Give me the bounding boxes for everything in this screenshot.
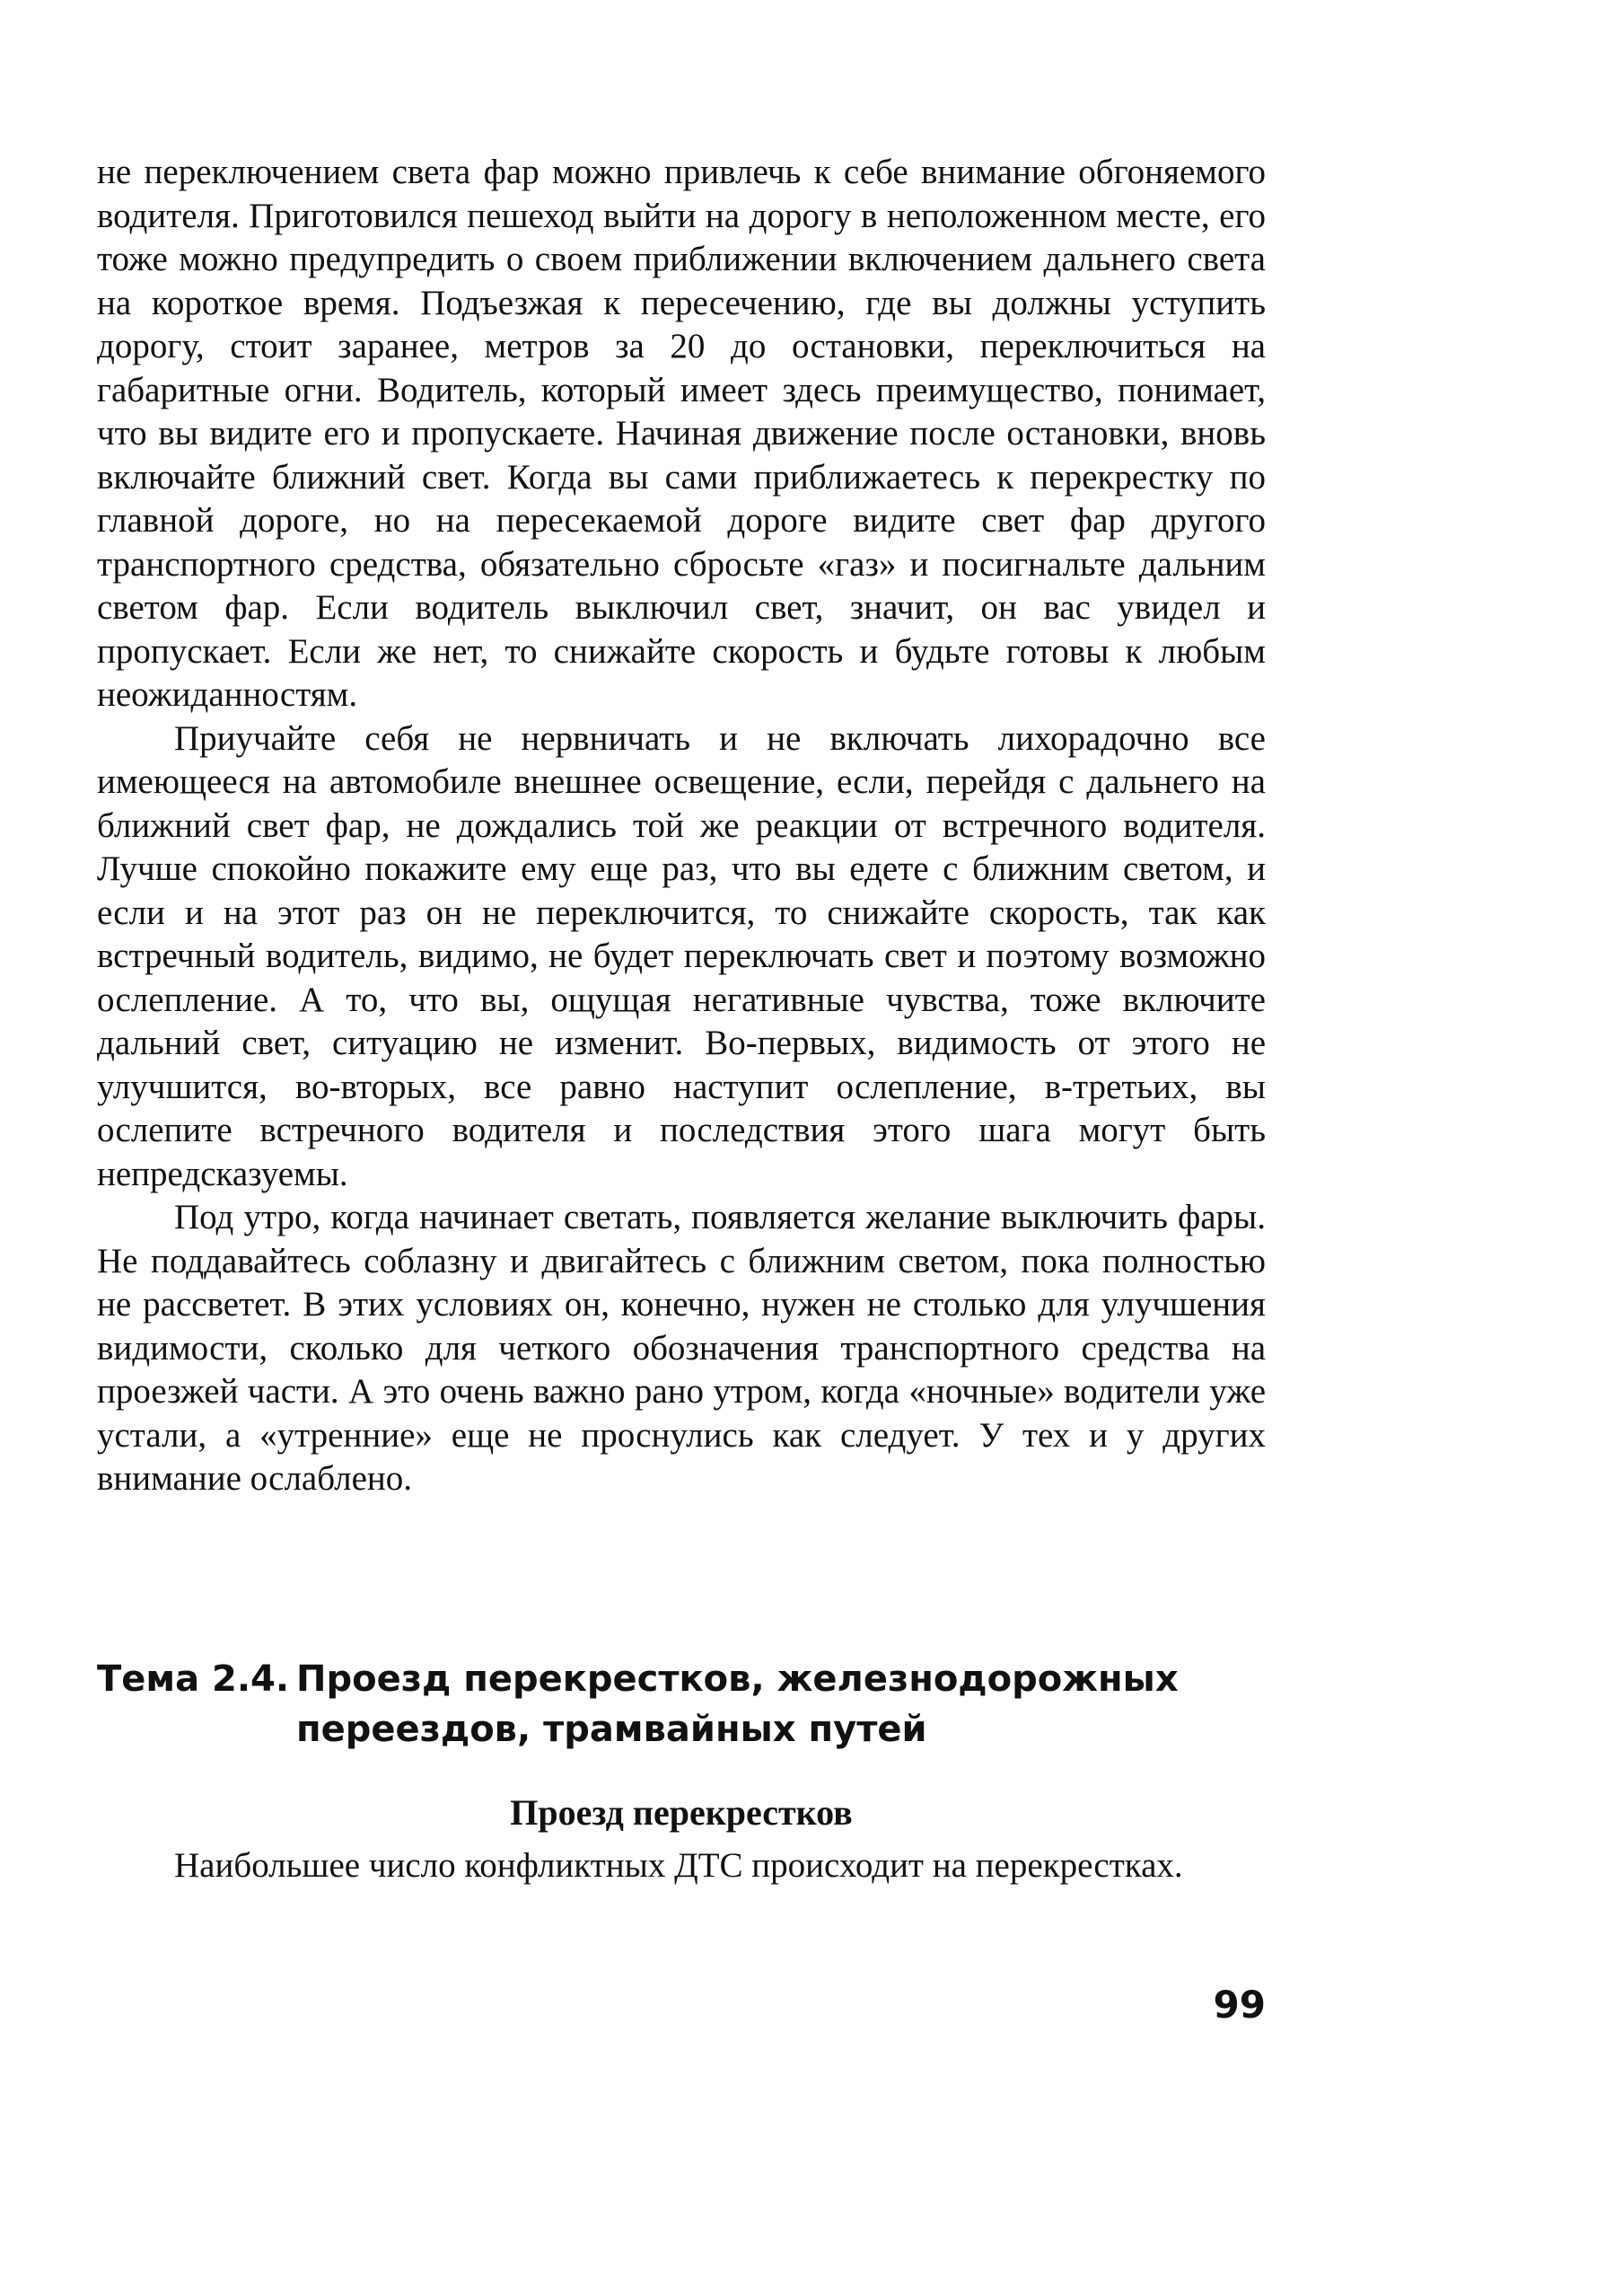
page-number: 99: [1213, 1983, 1266, 2027]
paragraph: Приучайте себя не нервничать и не включать лихорадочно все имеющееся на автомобиле внешнее освещение, если, перейдя с дальнего на ближний свет фар, не дождались той же реакции от встречного водителя. Лучше спокойно покажите ему еще раз, что вы едете с ближним светом, и если и на этот раз он не переключится, то снижайте скорость, так как встречный водитель, видимо, не будет переключать свет и поэтому возможно ослепление. А то, что вы, ощущая негативные чувства, тоже включите дальний свет, ситуацию не изменит. Во-первых, видимость от этого не улучшится, во-вторых, все равно наступит ослепление, в-третьих, вы ослепите встречного водителя и последствия этого шага могут быть непредсказуемы.: [97, 718, 1266, 1193]
section-text: [97, 1844, 1266, 1888]
paragraph-continuation: не переключением света фар можно привлечь к себе внимание обгоняемого водителя. Приготовился пешеход выйти на дорогу в неположенном месте, его тоже можно предупредить о своем приближении включением дальнего света на короткое время. Подъезжая к пересечению, где вы должны уступить дорогу, стоит заранее, метров за 20 до остановки, переключиться на габаритные огни. Водитель, который имеет здесь преимущество, понимает, что вы видите его и пропускаете. Начиная движение после остановки, вновь включайте ближний свет. Когда вы сами приближаетесь к перекрестку по главной дороге, но на пересекаемой дороге видите свет фар другого транспортного средства, обязательно сбросьте «газ» и посигнальте дальним светом фар. Если водитель выключил свет, значит, он вас увидел и пропускает. Если же нет, то снижайте скорость и будьте готовы к любым неожиданностям.: [97, 153, 1266, 714]
section-heading: Проезд перекрестков: [510, 1792, 853, 1833]
topic-title: Проезд перекрестков, железнодорожных переездов, трамвайных путей: [296, 1658, 1179, 1750]
paragraph: Наибольшее число конфликтных ДТС происходит на перекрестках.: [174, 1846, 1183, 1885]
body-text: [97, 151, 1266, 1501]
topic-heading: [97, 1654, 1266, 1755]
paragraph: Под утро, когда начинает светать, появляется желание выключить фары. Не поддавайтесь соблазну и двигайтесь с ближним светом, пока полностью не рассветет. В этих условиях он, конечно, нужен не столько для улучшения видимости, сколько для четкого обозначения транспортного средства на проезжей части. А это очень важно рано утром, когда «ночные» водители уже устали, а «утренние» еще не проснулись как следует. У тех и у других внимание ослаблено.: [97, 1198, 1266, 1498]
topic-number: Тема 2.4.: [97, 1658, 290, 1700]
